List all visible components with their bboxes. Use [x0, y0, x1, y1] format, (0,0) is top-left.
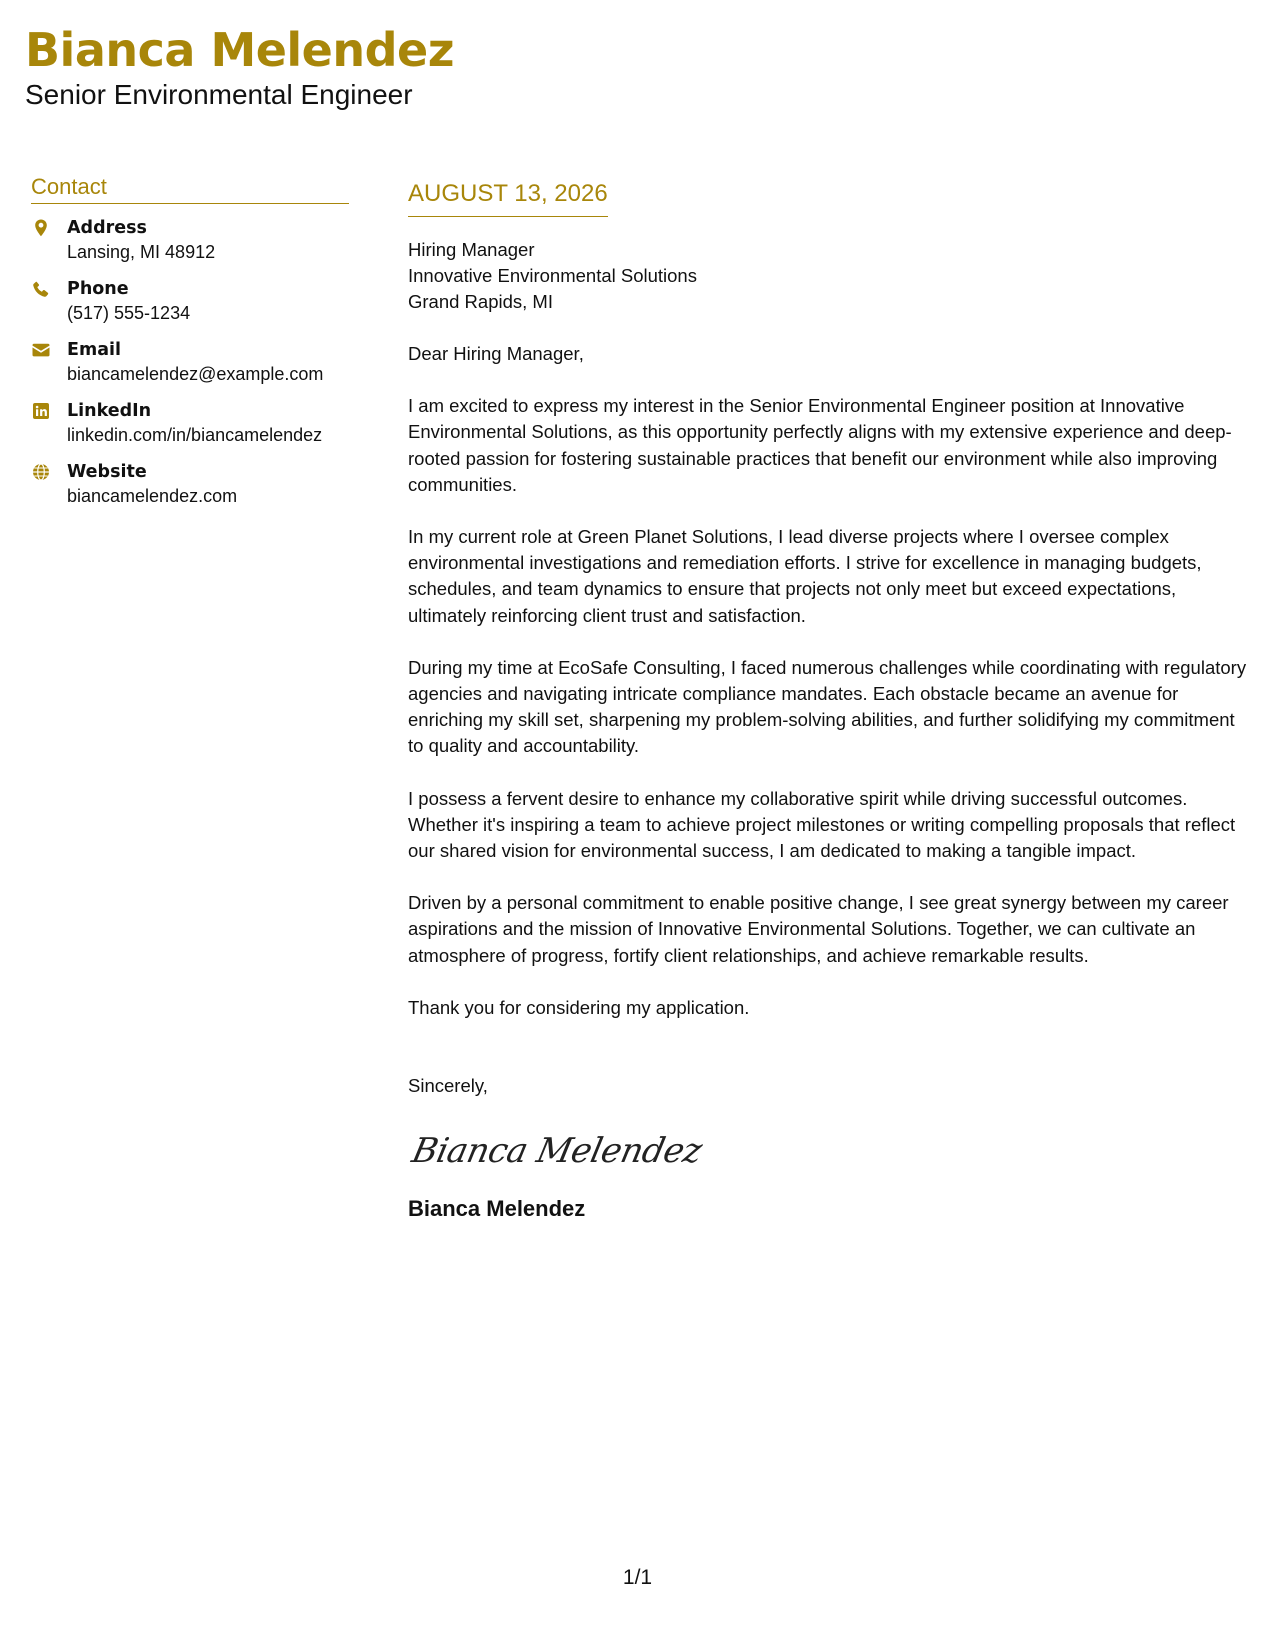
- header: [25, 22, 454, 112]
- phone-icon: [31, 279, 51, 299]
- contact-label: Phone: [67, 279, 129, 299]
- contact-value: linkedin.com/in/biancamelendez: [67, 425, 323, 445]
- contact-label: LinkedIn: [67, 401, 152, 421]
- recipient-line: Innovative Environmental Solutions: [408, 265, 697, 286]
- contact-heading: Contact: [31, 174, 349, 204]
- recipient-line: Grand Rapids, MI: [408, 291, 553, 312]
- body-paragraph: I am excited to express my interest in the Senior Environmental Engineer position at Innovative Environmental Solutions, as this opportunity perfectly aligns with my extensive experience and deep-rooted passion for fostering sustainable practices that benefit our environment while also improving communities.: [408, 395, 1232, 495]
- contact-value: (517) 555-1234: [67, 303, 191, 323]
- page-number: 1/1: [622, 1566, 653, 1589]
- recipient-line: Hiring Manager: [408, 239, 535, 260]
- body-paragraph: During my time at EcoSafe Consulting, I faced numerous challenges while coordinating with regulatory agencies and navigating intricate compliance mandates. Each obstacle became an avenue for enriching my skill set, sharpening my problem-solving abilities, and further solidifying my commitment to quality and accountability.: [408, 656, 1247, 757]
- contact-item-linkedin: [31, 399, 349, 447]
- letter-date: AUGUST 13, 2026: [408, 178, 608, 217]
- handwritten-signature: Bianca Melendez: [408, 1131, 706, 1172]
- map-pin-icon: [31, 218, 51, 238]
- linkedin-icon: [31, 401, 51, 421]
- greeting: Dear Hiring Manager,: [408, 343, 584, 364]
- contact-item-phone: [31, 277, 349, 325]
- contact-value: biancamelendez@example.com: [67, 364, 324, 384]
- contact-value: Lansing, MI 48912: [67, 242, 216, 262]
- signer-name: Bianca Melendez: [408, 1196, 586, 1222]
- globe-icon: [31, 462, 51, 482]
- closing: Sincerely,: [408, 1075, 488, 1097]
- contact-value: biancamelendez.com: [67, 486, 238, 506]
- body-paragraph: In my current role at Green Planet Solutions, I lead diverse projects where I oversee complex environmental investigations and remediation efforts. I strive for excellence in managing budgets, schedules, and team dynamics to ensure that projects not only meet but exceed expectations, ultimately reinforcing client trust and satisfaction.: [408, 526, 1202, 626]
- envelope-icon: [31, 340, 51, 360]
- contact-label: Email: [67, 340, 121, 360]
- contact-item-address: [31, 216, 349, 264]
- contact-sidebar: [31, 174, 349, 521]
- contact-item-website: [31, 460, 349, 508]
- body-paragraph: Thank you for considering my application.: [408, 996, 750, 1018]
- body-paragraph: I possess a fervent desire to enhance my collaborative spirit while driving successful outcomes. Whether it's inspiring a team to achieve project milestones or writing compelling proposals that reflect our shared vision for environmental success, I am dedicated to making a tangible impact.: [408, 787, 1236, 862]
- recipient-block: [408, 237, 1248, 315]
- job-title: Senior Environmental Engineer: [25, 79, 413, 110]
- contact-label: Address: [67, 218, 147, 238]
- candidate-name: Bianca Melendez: [25, 23, 455, 77]
- body-paragraph: Driven by a personal commitment to enable positive change, I see great synergy between my career aspirations and the mission of Innovative Environmental Solutions. Together, we can cultivate an atmosphere of progress, fortify client relationships, and achieve remarkable results.: [408, 892, 1229, 966]
- contact-label: Website: [67, 462, 147, 482]
- contact-item-email: [31, 338, 349, 386]
- letter-body: [408, 178, 1248, 1223]
